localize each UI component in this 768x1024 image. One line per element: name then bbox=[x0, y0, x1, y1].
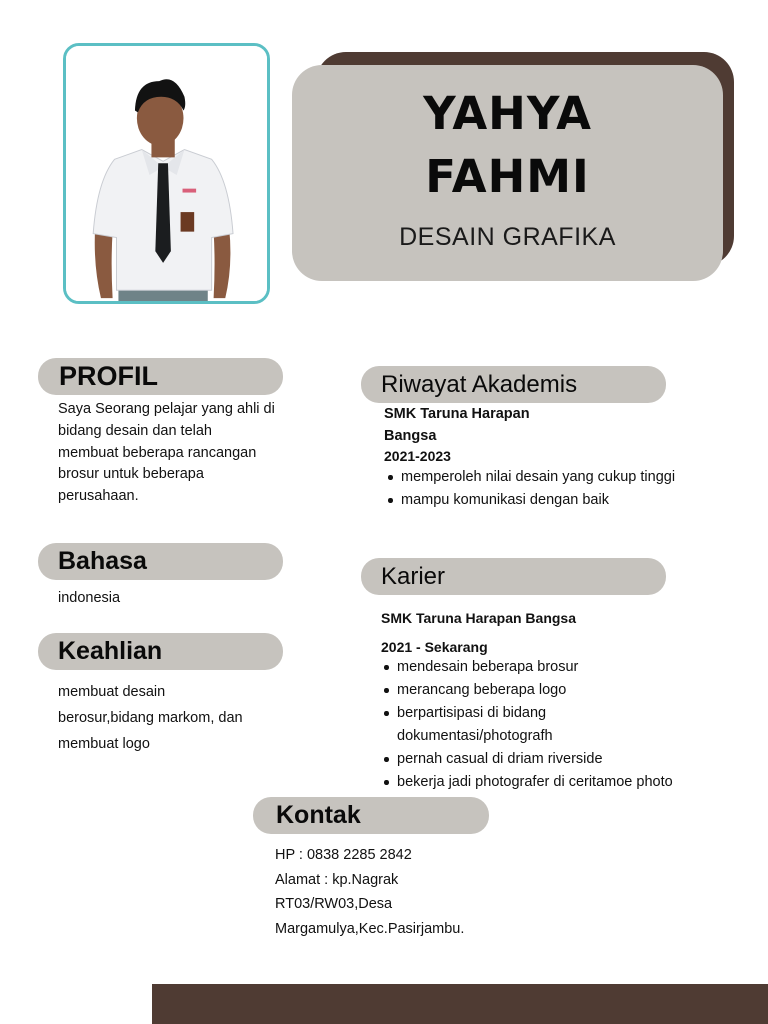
school-name-line: SMK Taruna Harapan bbox=[384, 406, 530, 422]
profil-line: brosur untuk beberapa bbox=[58, 466, 204, 483]
career-period: 2021 - Sekarang bbox=[381, 639, 488, 655]
list-item: mendesain beberapa brosur bbox=[381, 656, 761, 679]
contact-phone: HP : 0838 2285 2842 bbox=[275, 847, 412, 863]
bahasa-value: indonesia bbox=[58, 590, 121, 606]
person-photo-icon bbox=[66, 46, 267, 301]
profil-line: Saya Seorang pelajar yang ahli di bbox=[58, 401, 275, 417]
list-item bbox=[381, 702, 761, 748]
header-card bbox=[292, 65, 723, 281]
footer-bar bbox=[152, 984, 768, 1024]
profil-line: membuat beberapa rancangan bbox=[58, 444, 257, 461]
last-name: FAHMI bbox=[425, 150, 590, 203]
job-title: DESAIN GRAFIKA bbox=[399, 223, 616, 251]
school-years: 2021-2023 bbox=[384, 448, 451, 464]
riwayat-list bbox=[385, 466, 755, 512]
keahlian-line: berosur,bidang markom, dan bbox=[58, 710, 243, 726]
list-item: memperoleh nilai desain yang cukup tinggi bbox=[385, 466, 755, 489]
profile-photo bbox=[63, 43, 270, 304]
list-item-line: berpartisipasi di bidang bbox=[397, 705, 547, 721]
bahasa-heading: Bahasa bbox=[38, 543, 283, 580]
keahlian-heading: Keahlian bbox=[38, 633, 283, 670]
list-item: pernah casual di driam riverside bbox=[381, 748, 761, 771]
riwayat-heading: Riwayat Akademis bbox=[361, 366, 666, 403]
contact-address-line: RT03/RW03,Desa bbox=[275, 896, 393, 912]
company-name: SMK Taruna Harapan Bangsa bbox=[381, 610, 577, 626]
profil-line: perusahaan. bbox=[58, 488, 139, 505]
karier-list bbox=[381, 656, 761, 794]
kontak-text bbox=[275, 843, 575, 941]
kontak-heading: Kontak bbox=[253, 797, 489, 834]
profil-line: bidang desain dan telah bbox=[58, 422, 212, 439]
contact-address-line: Alamat : kp.Nagrak bbox=[275, 871, 399, 888]
school-name bbox=[384, 403, 530, 447]
list-item: bekerja jadi photografer di ceritamoe photo bbox=[381, 771, 761, 794]
list-item: mampu komunikasi dengan baik bbox=[385, 489, 755, 512]
profil-heading: PROFIL bbox=[38, 358, 283, 395]
first-name: YAHYA bbox=[423, 87, 592, 140]
school-name-line: Bangsa bbox=[384, 428, 437, 444]
keahlian-line: membuat logo bbox=[58, 736, 150, 752]
keahlian-text bbox=[58, 679, 298, 757]
list-item: merancang beberapa logo bbox=[381, 679, 761, 702]
keahlian-line: membuat desain bbox=[58, 684, 166, 700]
list-item-line: dokumentasi/photografh bbox=[397, 728, 553, 744]
profil-text bbox=[58, 399, 308, 508]
contact-address-line: Margamulya,Kec.Pasirjambu. bbox=[275, 920, 465, 937]
karier-heading: Karier bbox=[361, 558, 666, 595]
